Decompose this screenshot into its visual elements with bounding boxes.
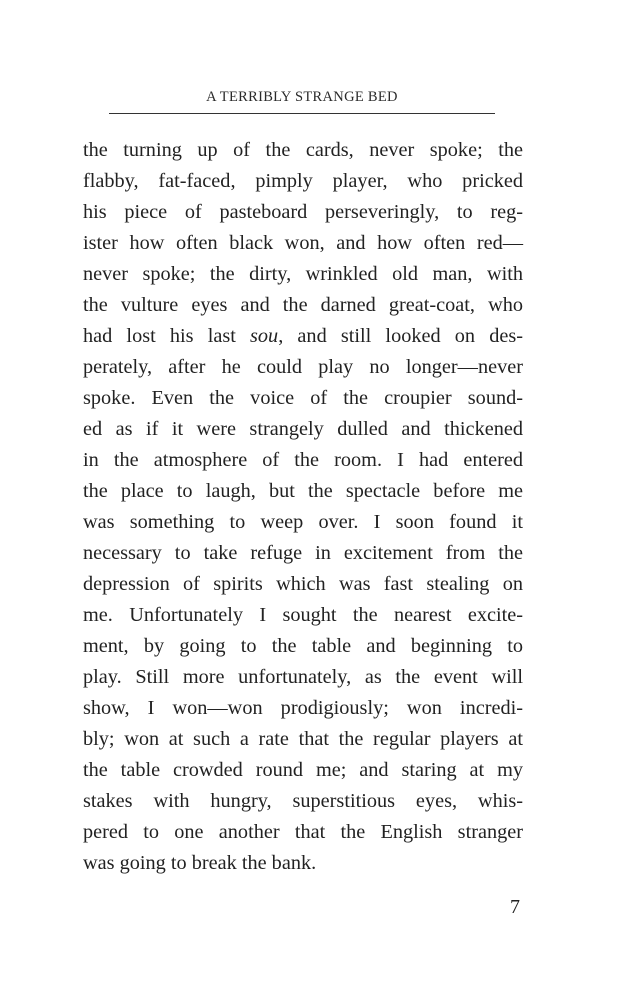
text-line [83, 321, 523, 352]
text-line: the table crowded round me; and staring at my [83, 759, 523, 781]
text-line: show, I won—won prodigiously; won incredi- [83, 697, 523, 719]
text-line: the place to laugh, but the spectacle before me [83, 480, 523, 502]
text-line: in the atmosphere of the room. I had entered [83, 449, 523, 471]
text-line: the turning up of the cards, never spoke; the [83, 139, 523, 161]
text-run: had lost his last [83, 325, 251, 347]
text-line: ment, by going to the table and beginning to [83, 635, 523, 657]
text-line: flabby, fat-faced, pimply player, who pricked [83, 170, 523, 192]
text-line: depression of spirits which was fast stealing on [83, 573, 523, 595]
text-line: perately, after he could play no longer—never [83, 356, 523, 378]
text-line: was something to weep over. I soon found it [83, 511, 523, 533]
text-line: me. Unfortunately I sought the nearest excite- [83, 604, 523, 626]
text-line: ister how often black won, and how often red— [83, 232, 523, 254]
text-line: spoke. Even the voice of the croupier sound- [83, 387, 523, 409]
text-run: , and still looked on des- [278, 325, 523, 347]
text-line: play. Still more unfortunately, as the event will [83, 666, 523, 688]
page-number: 7 [510, 896, 520, 918]
text-line: ed as if it were strangely dulled and thickened [83, 418, 523, 440]
header-rule [109, 113, 495, 114]
body-text [83, 135, 523, 879]
italic-word: sou [250, 325, 279, 347]
text-line: necessary to take refuge in excitement from the [83, 542, 523, 564]
running-head-title: A TERRIBLY STRANGE BED [206, 89, 398, 105]
text-line: stakes with hungry, superstitious eyes, whis- [83, 790, 523, 812]
text-line: never spoke; the dirty, wrinkled old man, with [83, 263, 523, 285]
text-line: pered to one another that the English stranger [83, 821, 523, 843]
text-line: his piece of pasteboard perseveringly, to reg- [83, 201, 523, 223]
text-line: was going to break the bank. [83, 852, 317, 874]
text-line: the vulture eyes and the darned great-coat, who [83, 294, 523, 316]
text-line: bly; won at such a rate that the regular players at [83, 728, 523, 750]
